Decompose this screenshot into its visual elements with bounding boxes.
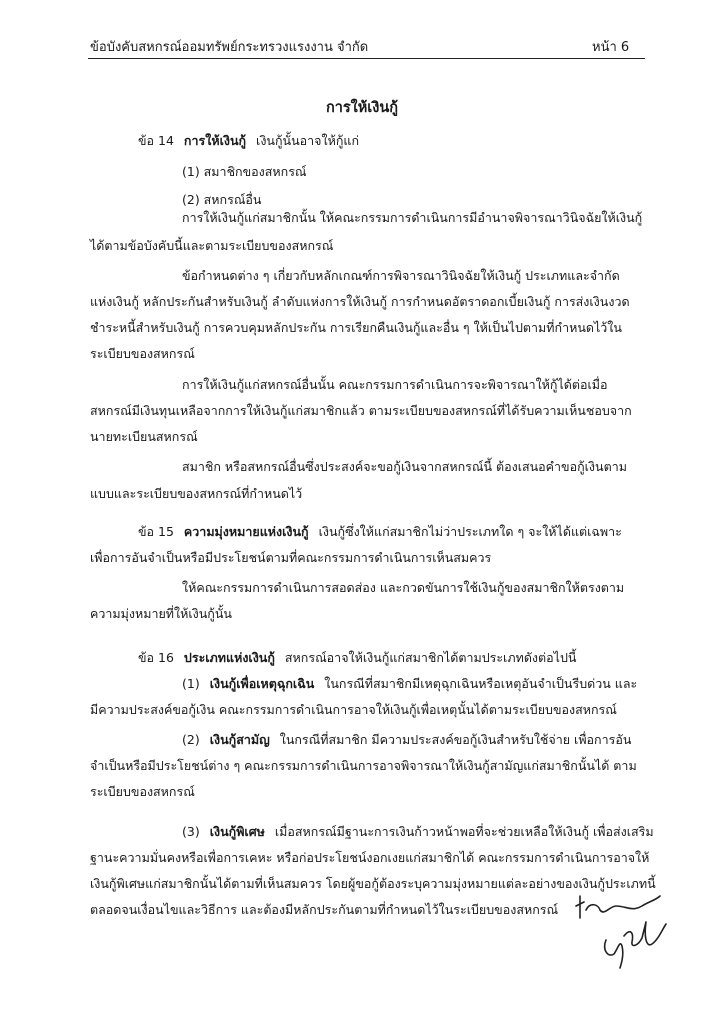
clause-15-p1-line-2: ความมุ่งหมายที่ให้เงินกู้นั้น bbox=[90, 606, 232, 621]
clause-16-item-1-rest: ในกรณีที่สมาชิกมีเหตุฉุกเฉินหรือเหตุอันจำเป็นรีบด่วน และ bbox=[324, 676, 638, 691]
clause-16-item-3-line-1 bbox=[182, 822, 654, 842]
clause-14-p4-line-2: แบบและระเบียบของสหกรณ์ที่กำหนดไว้ bbox=[90, 486, 303, 501]
clause-14-heading: การให้เงินกู้ bbox=[183, 133, 247, 148]
clause-14-p3-line-2: สหกรณ์มีเงินทุนเหลือจากการให้เงินกู้แก่สมาชิกแล้ว ตามระเบียบของสหกรณ์ที่ได้รับความเห็นชอบจาก bbox=[90, 403, 632, 418]
clause-14-p2-line-4: ระเบียบของสหกรณ์ bbox=[90, 346, 195, 361]
clause-16-item-2-label: (2) bbox=[182, 732, 200, 747]
clause-16-line-1 bbox=[138, 648, 576, 668]
clause-16-item-1-label: (1) bbox=[182, 676, 200, 691]
clause-14-p2-line-3: ชำระหนี้สำหรับเงินกู้ การควบคุมหลักประกัน การเรียกคืนเงินกู้และอื่น ๆ ให้เป็นไปตามที่กำหนดไว้ใน bbox=[90, 320, 622, 335]
clause-14-p2-line-1: ข้อกำหนดต่าง ๆ เกี่ยวกับหลักเกณฑ์การพิจารณาวินิจฉัยให้เงินกู้ ประเภทและจำกัด bbox=[182, 268, 620, 283]
clause-16-item-3-name: เงินกู้พิเศษ bbox=[209, 824, 265, 839]
clause-14-p1-line-1: การให้เงินกู้แก่สมาชิกนั้น ให้คณะกรรมการดำเนินการมีอำนาจพิจารณาวินิจฉัยให้เงินกู้ bbox=[182, 210, 643, 225]
clause-15-p1-line-1: ให้คณะกรรมการดำเนินการสอดส่อง และกวดขันการใช้เงินกู้ของสมาชิกให้ตรงตาม bbox=[182, 580, 625, 595]
clause-16-item-1-name: เงินกู้เพื่อเหตุฉุกเฉิน bbox=[209, 676, 315, 691]
clause-16-item-2-line-2: จำเป็นหรือมีประโยชน์ต่าง ๆ คณะกรรมการดำเนินการอาจพิจารณาให้เงินกู้สามัญแก่สมาชิกนั้นได้ ตาม bbox=[90, 758, 637, 773]
clause-14-p1-line-2: ได้ตามข้อบังคับนี้และตามระเบียบของสหกรณ์ bbox=[90, 238, 334, 253]
clause-16-heading: ประเภทแห่งเงินกู้ bbox=[183, 650, 275, 665]
clause-14-p3-line-3: นายทะเบียนสหกรณ์ bbox=[90, 429, 198, 444]
clause-16-item-3-label: (3) bbox=[182, 824, 200, 839]
clause-15-heading: ความมุ่งหมายแห่งเงินกู้ bbox=[183, 524, 309, 539]
clause-16-item-3-line-2: ฐานะความมั่นคงหรือเพื่อการเคหะ หรือก่อประโยชน์งอกเงยแก่สมาชิกได้ คณะกรรมการดำเนินการอาจให้ bbox=[90, 850, 650, 865]
clause-14-number: ข้อ 14 bbox=[138, 133, 174, 148]
clause-14-intro: เงินกู้นั้นอาจให้กู้แก่ bbox=[256, 133, 360, 148]
clause-16-item-3-line-4: ตลอดจนเงื่อนไขและวิธีการ และต้องมีหลักประกันตามที่กำหนดไว้ในระเบียบของสหกรณ์ bbox=[90, 902, 559, 917]
handwritten-signature-2 bbox=[600, 918, 668, 974]
clause-14-item-2: (2) สหกรณ์อื่น bbox=[182, 192, 262, 207]
clause-16-item-1-line-1 bbox=[182, 674, 637, 694]
clause-16-item-3-rest: เมื่อสหกรณ์มีฐานะการเงินก้าวหน้าพอที่จะช่วยเหลือให้เงินกู้ เพื่อส่งเสริม bbox=[274, 824, 654, 839]
clause-15-line-1-rest: เงินกู้ซึ่งให้แก่สมาชิกไม่ว่าประเภทใด ๆ จะให้ได้แต่เฉพาะ bbox=[318, 524, 622, 539]
clause-16-item-2-name: เงินกู้สามัญ bbox=[209, 732, 270, 747]
section-title: การให้เงินกู้ bbox=[325, 100, 399, 116]
header-divider bbox=[88, 58, 645, 59]
header-organization: ข้อบังคับสหกรณ์ออมทรัพย์กระทรวงแรงงาน จำกัด bbox=[90, 40, 369, 55]
clause-14-line-1 bbox=[138, 131, 359, 151]
clause-16-item-3-line-3: เงินกู้พิเศษแก่สมาชิกนั้นได้ตามที่เห็นสมควร โดยผู้ขอกู้ต้องระบุความมุ่งหมายแต่ละอย่างของเงินกู้ประเภทนี้ bbox=[90, 876, 656, 891]
clause-16-item-2-line-3: ระเบียบของสหกรณ์ bbox=[90, 784, 195, 799]
clause-16-item-2-rest: ในกรณีที่สมาชิก มีความประสงค์ขอกู้เงินสำหรับใช้จ่าย เพื่อการอัน bbox=[279, 732, 632, 747]
clause-14-item-1: (1) สมาชิกของสหกรณ์ bbox=[182, 164, 307, 179]
clause-14-p2-line-2: แห่งเงินกู้ หลักประกันสำหรับเงินกู้ ลำดับแห่งการให้เงินกู้ การกำหนดอัตราดอกเบี้ยเงินกู้ การส่งเงินงวด bbox=[90, 294, 630, 309]
clause-16-item-1-line-2: มีความประสงค์ขอกู้เงิน คณะกรรมการดำเนินการอาจให้เงินกู้เพื่อเหตุนั้นได้ตามระเบียบของสหกรณ์ bbox=[90, 702, 617, 717]
clause-15-number: ข้อ 15 bbox=[138, 524, 174, 539]
clause-15-line-2: เพื่อการอันจำเป็นหรือมีประโยชน์ตามที่คณะกรรมการดำเนินการเห็นสมควร bbox=[90, 550, 492, 565]
clause-16-item-2-line-1 bbox=[182, 730, 631, 750]
header-page-number: หน้า 6 bbox=[592, 40, 630, 55]
clause-14-p4-line-1: สมาชิก หรือสหกรณ์อื่นซึ่งประสงค์จะขอกู้เงินจากสหกรณ์นี้ ต้องเสนอคำขอกู้เงินตาม bbox=[182, 459, 627, 474]
clause-16-number: ข้อ 16 bbox=[138, 650, 174, 665]
clause-16-line-1-rest: สหกรณ์อาจให้เงินกู้แก่สมาชิกได้ตามประเภทดังต่อไปนี้ bbox=[284, 650, 577, 665]
clause-15-line-1 bbox=[138, 522, 622, 542]
clause-14-p3-line-1: การให้เงินกู้แก่สหกรณ์อื่นนั้น คณะกรรมการดำเนินการจะพิจารณาให้กู้ได้ต่อเมื่อ bbox=[182, 377, 608, 392]
